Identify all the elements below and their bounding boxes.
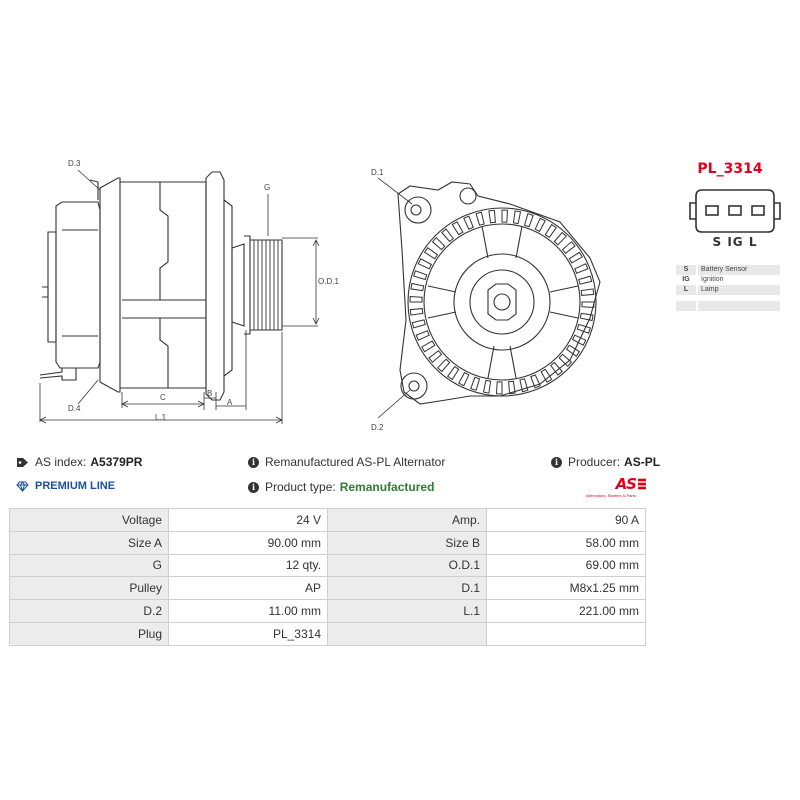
spec-value: 69.00 mm xyxy=(487,554,646,577)
label-b: B xyxy=(207,389,213,398)
cooling-fin xyxy=(442,229,454,242)
pin-desc: Lamp xyxy=(698,285,780,295)
cooling-fin xyxy=(580,313,593,320)
cooling-fin xyxy=(410,309,423,316)
pin-code: S xyxy=(676,265,696,275)
plug-pin-letters: S IG L xyxy=(712,235,758,249)
premium-line xyxy=(16,480,115,492)
logo-bars-icon xyxy=(638,478,646,490)
front-view-leaders xyxy=(378,178,412,418)
cooling-fin xyxy=(569,252,582,263)
cooling-fin xyxy=(489,210,496,223)
cooling-fin xyxy=(438,359,450,371)
producer xyxy=(551,455,660,469)
label-d1: D.1 xyxy=(371,168,384,177)
table-row xyxy=(10,600,646,623)
logo-tagline: Alternators, Starters & Parts xyxy=(586,493,636,498)
spec-label: Plug xyxy=(10,622,169,645)
cooling-fin xyxy=(581,289,594,296)
as-pl-logo xyxy=(586,475,648,499)
spec-label: Pulley xyxy=(10,577,169,600)
cooling-fin xyxy=(476,212,484,225)
cooling-fin xyxy=(433,238,445,250)
pin-code: L xyxy=(676,285,696,295)
pin-legend xyxy=(676,265,780,311)
spec-value: 11.00 mm xyxy=(169,600,328,623)
pin-row-empty xyxy=(676,301,780,311)
pin-code-empty xyxy=(676,301,696,311)
cooling-fin xyxy=(425,248,438,259)
cooling-fin xyxy=(525,214,534,227)
spec-value: 90 A xyxy=(487,509,646,532)
spec-value xyxy=(487,622,646,645)
spec-value: 12 qty. xyxy=(169,554,328,577)
spec-value: AP xyxy=(169,577,328,600)
spec-label: L.1 xyxy=(328,600,487,623)
spec-label: D.1 xyxy=(328,577,487,600)
as-index-label: AS index: xyxy=(35,455,87,469)
cooling-fin xyxy=(459,373,469,386)
label-d2: D.2 xyxy=(371,423,384,432)
spec-label: Size B xyxy=(328,531,487,554)
spec-value: 90.00 mm xyxy=(169,531,328,554)
cooling-fin xyxy=(411,284,424,291)
table-row xyxy=(10,509,646,532)
as-index-value: A5379PR xyxy=(90,455,143,469)
label-g: G xyxy=(264,183,271,192)
cooling-fin xyxy=(577,325,590,334)
product-type-value: Remanufactured xyxy=(339,480,435,494)
spec-label: O.D.1 xyxy=(328,554,487,577)
spec-value: 24 V xyxy=(169,509,328,532)
label-od1: O.D.1 xyxy=(318,277,339,286)
info-icon: i xyxy=(248,457,259,468)
label-a: A xyxy=(227,398,233,407)
pin-row xyxy=(676,285,780,295)
cooling-fin xyxy=(513,211,520,224)
spec-label xyxy=(328,622,487,645)
cooling-fin xyxy=(429,351,442,363)
spec-label: Amp. xyxy=(328,509,487,532)
table-row xyxy=(10,622,646,645)
cooling-fin xyxy=(582,302,594,308)
spec-label: Voltage xyxy=(10,509,169,532)
table-row xyxy=(10,554,646,577)
cooling-fin xyxy=(497,382,503,394)
cooling-fin xyxy=(579,276,592,284)
alternator-front-view xyxy=(398,182,600,404)
front-view-cooling-fins xyxy=(410,210,594,394)
cooling-fin xyxy=(448,367,459,380)
side-view-dimensions xyxy=(40,170,319,424)
pin-row xyxy=(676,275,780,285)
cooling-fin xyxy=(412,320,425,328)
product-description xyxy=(248,455,445,469)
cooling-fin xyxy=(416,331,429,340)
specification-table xyxy=(9,508,646,646)
cooling-fin xyxy=(559,354,571,366)
label-d4: D.4 xyxy=(68,404,81,413)
plug-title: PL_3314 xyxy=(697,161,763,177)
cooling-fin xyxy=(414,271,427,280)
product-type xyxy=(248,480,434,494)
cooling-fin xyxy=(535,218,545,231)
info-icon: i xyxy=(551,457,562,468)
producer-label: Producer: xyxy=(568,455,621,469)
cooling-fin xyxy=(410,297,422,303)
spec-label: D.2 xyxy=(10,600,169,623)
cooling-fin xyxy=(422,341,435,352)
product-type-label: Product type: xyxy=(265,480,336,494)
cooling-fin xyxy=(452,222,463,235)
pin-desc: Battery Sensor xyxy=(698,265,780,275)
info-icon: i xyxy=(248,482,259,493)
plug-connector-icon xyxy=(690,190,780,232)
label-d3: D.3 xyxy=(68,159,81,168)
premium-line-label: PREMIUM LINE xyxy=(35,480,116,492)
spec-label: Size A xyxy=(10,531,169,554)
cooling-fin xyxy=(418,259,431,269)
cooling-fin xyxy=(471,377,480,390)
pin-row xyxy=(676,265,780,275)
as-index xyxy=(16,455,142,469)
producer-value: AS-PL xyxy=(624,455,661,469)
table-row xyxy=(10,531,646,554)
cooling-fin xyxy=(464,216,473,229)
logo-mark: AS xyxy=(615,475,636,493)
spec-label: G xyxy=(10,554,169,577)
cooling-fin xyxy=(563,242,576,254)
spec-value: 58.00 mm xyxy=(487,531,646,554)
cooling-fin xyxy=(575,264,588,273)
label-c: C xyxy=(160,393,166,402)
table-row xyxy=(10,577,646,600)
pin-desc: Ignition xyxy=(701,276,724,283)
cooling-fin xyxy=(502,210,508,222)
spec-value: M8x1.25 mm xyxy=(487,577,646,600)
cooling-fin xyxy=(551,363,563,376)
tag-icon xyxy=(16,457,29,468)
spec-value: PL_3314 xyxy=(169,622,328,645)
label-l1: L.1 xyxy=(155,413,167,422)
product-description-text: Remanufactured AS-PL Alternator xyxy=(265,455,446,469)
pin-desc-empty xyxy=(698,301,780,311)
cooling-fin xyxy=(554,233,566,245)
diamond-icon xyxy=(16,481,29,492)
cooling-fin xyxy=(545,225,556,238)
spec-value: 221.00 mm xyxy=(487,600,646,623)
pin-code: IG xyxy=(682,276,690,283)
cooling-fin xyxy=(484,380,491,393)
